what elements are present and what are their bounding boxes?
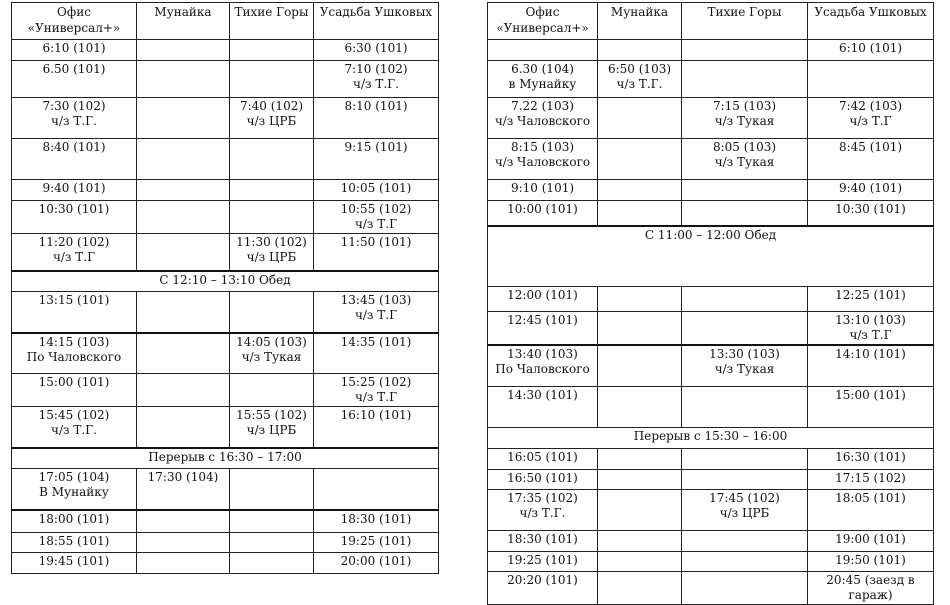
table-row bbox=[12, 234, 439, 271]
schedule-cell bbox=[808, 98, 934, 139]
cell-line: 7:15 (103) bbox=[712, 99, 777, 113]
schedule-cell bbox=[598, 345, 682, 386]
column-header: Тихие Горы bbox=[230, 3, 314, 40]
schedule-cell bbox=[137, 139, 230, 180]
schedule-cell bbox=[230, 533, 314, 553]
schedule-cell bbox=[598, 489, 682, 530]
break-label: Перерыв с 15:30 – 16:00 bbox=[488, 427, 934, 448]
schedule-cell bbox=[488, 98, 598, 139]
schedule-table-left bbox=[11, 2, 439, 574]
schedule-cell bbox=[598, 40, 682, 61]
schedule-cell bbox=[682, 551, 808, 571]
cell-line: ч/з Т.Г. bbox=[353, 77, 399, 91]
cell-line: По Чаловского bbox=[495, 362, 590, 376]
table-row bbox=[12, 139, 439, 180]
break-label: С 12:10 – 13:10 Обед bbox=[12, 271, 439, 292]
schedule-cell: 10:30 (101) bbox=[808, 201, 934, 226]
schedule-cell bbox=[230, 374, 314, 407]
schedule-cell: 12:45 (101) bbox=[488, 312, 598, 346]
table-row bbox=[12, 61, 439, 98]
cell-line: ч/з ЦРБ bbox=[246, 423, 297, 437]
cell-line: ч/з Чаловского bbox=[494, 155, 591, 169]
schedule-cell bbox=[488, 139, 598, 180]
schedule-cell bbox=[682, 98, 808, 139]
cell-line: 14:05 (103) bbox=[236, 334, 307, 349]
table-row bbox=[488, 139, 934, 180]
schedule-cell: 6:10 (101) bbox=[12, 40, 137, 61]
cell-line: ч/з ЦРБ bbox=[719, 505, 770, 520]
schedule-cell bbox=[230, 292, 314, 333]
schedule-cell: 6.50 (101) bbox=[12, 61, 137, 98]
schedule-left-body bbox=[12, 3, 439, 574]
schedule-cell: 9:40 (101) bbox=[808, 180, 934, 201]
table-row bbox=[12, 333, 439, 374]
cell-line: ч/з Т.Г. bbox=[51, 423, 97, 437]
cell-line: ч/з Т.Г bbox=[849, 328, 892, 342]
cell-line: 7:10 (102) bbox=[344, 62, 408, 76]
cell-line: ч/з Т.Г. bbox=[616, 77, 663, 91]
schedule-cell bbox=[598, 98, 682, 139]
schedule-cell bbox=[12, 407, 137, 448]
table-row bbox=[488, 571, 934, 604]
schedule-cell bbox=[682, 469, 808, 489]
cell-line: По Чаловского bbox=[26, 349, 122, 364]
schedule-cell bbox=[598, 551, 682, 571]
break-label: Перерыв с 16:30 – 17:00 bbox=[12, 448, 439, 469]
schedule-cell: 18:05 (101) bbox=[808, 489, 934, 530]
table-row bbox=[488, 98, 934, 139]
schedule-cell: 9:15 (101) bbox=[314, 139, 439, 180]
cell-line: ч/з Тукая bbox=[714, 155, 775, 169]
cell-line: 17:05 (104) bbox=[38, 470, 110, 484]
schedule-cell bbox=[314, 292, 439, 333]
schedule-cell bbox=[488, 40, 598, 61]
header-row bbox=[12, 3, 439, 40]
schedule-cell bbox=[12, 469, 137, 510]
cell-line: 7:30 (102) bbox=[42, 99, 106, 113]
table-row bbox=[488, 469, 934, 489]
column-header: Мунайка bbox=[137, 3, 230, 40]
schedule-cell bbox=[137, 374, 230, 407]
schedule-cell: 14:10 (101) bbox=[808, 345, 934, 386]
cell-line: В Мунайку bbox=[39, 485, 109, 499]
schedule-cell bbox=[682, 386, 808, 427]
cell-line: 6:50 (103) bbox=[607, 62, 672, 76]
schedule-cell bbox=[137, 533, 230, 553]
schedule-cell bbox=[12, 234, 137, 271]
schedule-cell bbox=[314, 374, 439, 407]
schedule-cell bbox=[488, 345, 598, 386]
schedule-cell: 20:20 (101) bbox=[488, 571, 598, 604]
cell-line: ч/з Т.Г bbox=[354, 217, 398, 231]
cell-line: 17:45 (102) bbox=[709, 490, 780, 505]
table-row bbox=[12, 469, 439, 510]
schedule-cell: 19:45 (101) bbox=[12, 553, 137, 574]
schedule-cell bbox=[682, 345, 808, 386]
table-row bbox=[12, 533, 439, 553]
schedule-cell bbox=[137, 333, 230, 374]
schedule-cell: 18:00 (101) bbox=[12, 510, 137, 533]
schedule-cell: 8:10 (101) bbox=[314, 98, 439, 139]
schedule-cell bbox=[598, 448, 682, 469]
schedule-cell bbox=[230, 510, 314, 533]
schedule-cell: 12:25 (101) bbox=[808, 287, 934, 312]
table-row bbox=[488, 61, 934, 98]
schedule-cell: 8:45 (101) bbox=[808, 139, 934, 180]
schedule-cell bbox=[598, 201, 682, 226]
cell-line: 13:10 (103) bbox=[835, 313, 906, 327]
schedule-cell: 18:30 (101) bbox=[488, 530, 598, 551]
schedule-cell bbox=[598, 287, 682, 312]
cell-line: ч/з Т.Г bbox=[849, 114, 892, 128]
table-row bbox=[12, 407, 439, 448]
cell-line: ч/з Т.Г bbox=[52, 250, 96, 264]
cell-line: ч/з Т.Г. bbox=[519, 505, 566, 520]
column-header: Мунайка bbox=[598, 3, 682, 40]
schedule-cell bbox=[598, 571, 682, 604]
cell-line: 15:25 (102) bbox=[340, 375, 412, 389]
schedule-cell: 16:50 (101) bbox=[488, 469, 598, 489]
schedule-cell bbox=[682, 287, 808, 312]
cell-line: 15:45 (102) bbox=[38, 408, 110, 422]
schedule-cell bbox=[230, 553, 314, 574]
schedule-cell: 10:00 (101) bbox=[488, 201, 598, 226]
cell-line: ч/з ЦРБ bbox=[246, 250, 297, 264]
schedule-cell bbox=[598, 530, 682, 551]
column-header: Тихие Горы bbox=[682, 3, 808, 40]
schedule-cell: 18:30 (101) bbox=[314, 510, 439, 533]
cell-line: 7:42 (103) bbox=[838, 99, 903, 113]
schedule-cell bbox=[682, 139, 808, 180]
table-row bbox=[12, 553, 439, 574]
schedule-cell: 14:35 (101) bbox=[314, 333, 439, 374]
schedule-cell: 10:05 (101) bbox=[314, 180, 439, 201]
break-row bbox=[12, 448, 439, 469]
schedule-cell bbox=[598, 139, 682, 180]
schedule-cell: 11:50 (101) bbox=[314, 234, 439, 271]
schedule-cell bbox=[137, 407, 230, 448]
break-label: С 11:00 – 12:00 Обед bbox=[488, 226, 934, 287]
schedule-cell: 16:05 (101) bbox=[488, 448, 598, 469]
table-row bbox=[488, 489, 934, 530]
table-row bbox=[488, 312, 934, 346]
cell-line: ч/з Тукая bbox=[714, 114, 775, 128]
table-row bbox=[488, 287, 934, 312]
cell-line: 10:55 (102) bbox=[340, 202, 412, 216]
schedule-cell: 16:10 (101) bbox=[314, 407, 439, 448]
table-row bbox=[12, 201, 439, 234]
cell-line: ч/з Чаловского bbox=[494, 114, 591, 128]
table-row bbox=[488, 345, 934, 386]
cell-line: ч/з Т.Г bbox=[354, 308, 398, 322]
table-row bbox=[12, 292, 439, 333]
table-row bbox=[12, 510, 439, 533]
header-row bbox=[488, 3, 934, 40]
table-row bbox=[12, 374, 439, 407]
table-row bbox=[12, 180, 439, 201]
cell-line: 11:30 (102) bbox=[236, 235, 307, 249]
cell-line: 7.22 (103) bbox=[511, 99, 574, 113]
schedule-cell bbox=[137, 61, 230, 98]
schedule-cell bbox=[137, 40, 230, 61]
cell-line: ч/з Тукая bbox=[241, 349, 302, 364]
schedule-cell bbox=[230, 61, 314, 98]
schedule-cell bbox=[682, 530, 808, 551]
schedule-cell: 19:25 (101) bbox=[488, 551, 598, 571]
schedule-cell: 20:00 (101) bbox=[314, 553, 439, 574]
schedule-cell: 19:00 (101) bbox=[808, 530, 934, 551]
schedule-cell bbox=[230, 40, 314, 61]
table-row bbox=[488, 386, 934, 427]
schedule-cell bbox=[598, 386, 682, 427]
column-header: Усадьба Ушковых bbox=[808, 3, 934, 40]
table-row bbox=[488, 448, 934, 469]
schedule-cell: 19:50 (101) bbox=[808, 551, 934, 571]
cell-line: в Мунайку bbox=[508, 77, 577, 91]
schedule-cell bbox=[598, 469, 682, 489]
schedule-cell bbox=[230, 98, 314, 139]
schedule-cell bbox=[137, 98, 230, 139]
schedule-cell: 19:25 (101) bbox=[314, 533, 439, 553]
table-row bbox=[12, 98, 439, 139]
break-row bbox=[488, 427, 934, 448]
table-row bbox=[488, 201, 934, 226]
schedule-cell: 15:00 (101) bbox=[808, 386, 934, 427]
schedule-cell bbox=[598, 61, 682, 98]
schedule-cell bbox=[682, 448, 808, 469]
table-row bbox=[488, 40, 934, 61]
schedule-cell bbox=[230, 139, 314, 180]
table-row bbox=[488, 551, 934, 571]
schedule-cell: 20:45 (заезд в гараж) bbox=[808, 571, 934, 604]
cell-line: ч/з Тукая bbox=[714, 362, 775, 376]
cell-line: 17:35 (102) bbox=[507, 490, 578, 505]
schedule-cell bbox=[137, 180, 230, 201]
cell-line: 14:15 (103) bbox=[38, 334, 110, 349]
schedule-cell bbox=[682, 201, 808, 226]
schedule-cell bbox=[230, 180, 314, 201]
cell-line: 8:15 (103) bbox=[510, 140, 575, 154]
schedule-cell bbox=[598, 312, 682, 346]
schedule-cell: 9:10 (101) bbox=[488, 180, 598, 201]
schedule-cell bbox=[137, 234, 230, 271]
cell-line: 6.30 (104) bbox=[511, 62, 574, 76]
schedule-cell bbox=[314, 469, 439, 510]
cell-line: 15:55 (102) bbox=[236, 408, 307, 422]
schedule-cell: 10:30 (101) bbox=[12, 201, 137, 234]
table-row bbox=[488, 180, 934, 201]
column-header: Офис «Универсал+» bbox=[488, 3, 598, 40]
schedule-cell bbox=[314, 201, 439, 234]
cell-line: ч/з Т.Г bbox=[354, 390, 398, 404]
cell-line: 13:30 (103) bbox=[709, 347, 780, 361]
schedule-cell: 14:30 (101) bbox=[488, 386, 598, 427]
schedule-cell bbox=[12, 98, 137, 139]
schedule-cell bbox=[682, 312, 808, 346]
schedule-cell: 17:30 (104) bbox=[137, 469, 230, 510]
schedule-cell: 13:15 (101) bbox=[12, 292, 137, 333]
schedule-cell bbox=[808, 61, 934, 98]
schedule-cell: 6:30 (101) bbox=[314, 40, 439, 61]
cell-line: 13:45 (103) bbox=[340, 293, 412, 307]
schedule-cell: 18:55 (101) bbox=[12, 533, 137, 553]
schedule-cell bbox=[137, 510, 230, 533]
schedule-cell bbox=[230, 469, 314, 510]
schedule-cell bbox=[230, 333, 314, 374]
schedule-cell bbox=[314, 61, 439, 98]
schedule-cell: 6:10 (101) bbox=[808, 40, 934, 61]
schedule-cell bbox=[137, 201, 230, 234]
schedule-cell bbox=[682, 489, 808, 530]
schedule-cell: 16:30 (101) bbox=[808, 448, 934, 469]
cell-line: 13:40 (103) bbox=[507, 347, 578, 361]
schedule-cell bbox=[682, 571, 808, 604]
schedule-cell bbox=[137, 553, 230, 574]
table-row bbox=[12, 40, 439, 61]
cell-line: ч/з Т.Г. bbox=[51, 114, 97, 128]
cell-line: 8:05 (103) bbox=[712, 140, 777, 154]
table-row bbox=[488, 530, 934, 551]
schedule-cell: 8:40 (101) bbox=[12, 139, 137, 180]
break-row bbox=[488, 226, 934, 287]
cell-line: 11:20 (102) bbox=[38, 235, 110, 249]
schedule-cell bbox=[230, 407, 314, 448]
schedule-cell bbox=[682, 180, 808, 201]
schedule-cell bbox=[598, 180, 682, 201]
schedule-cell bbox=[488, 61, 598, 98]
schedule-cell bbox=[12, 333, 137, 374]
schedule-cell bbox=[488, 489, 598, 530]
schedule-cell: 17:15 (102) bbox=[808, 469, 934, 489]
schedule-cell: 9:40 (101) bbox=[12, 180, 137, 201]
schedule-table-right bbox=[487, 2, 934, 605]
column-header: Усадьба Ушковых bbox=[314, 3, 439, 40]
column-header: Офис «Универсал+» bbox=[12, 3, 137, 40]
schedule-cell bbox=[230, 201, 314, 234]
schedule-cell bbox=[682, 40, 808, 61]
cell-line: ч/з ЦРБ bbox=[246, 114, 297, 128]
cell-line: 7:40 (102) bbox=[239, 99, 304, 113]
break-row bbox=[12, 271, 439, 292]
schedule-cell: 12:00 (101) bbox=[488, 287, 598, 312]
schedule-cell bbox=[808, 312, 934, 346]
schedule-cell: 15:00 (101) bbox=[12, 374, 137, 407]
schedule-cell bbox=[137, 292, 230, 333]
schedule-cell bbox=[230, 234, 314, 271]
schedule-right-body bbox=[488, 3, 934, 605]
schedule-cell bbox=[682, 61, 808, 98]
